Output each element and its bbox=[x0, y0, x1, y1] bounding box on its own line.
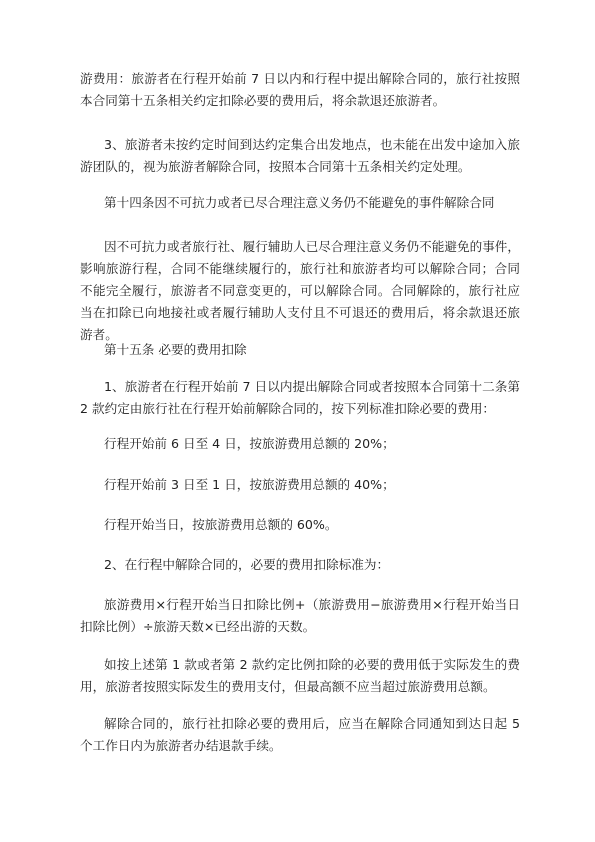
rate-line-40-percent: 行程开始前 3 日至 1 日，按旅游费用总额的 40%； bbox=[104, 477, 395, 492]
paragraph-actual-cost: 如按上述第 1 款或者第 2 款约定比例扣除的必要的费用低于实际发生的费用，旅游者按照实际发生的费用支付，但最高额不应当超过旅游费用总额。 bbox=[80, 657, 520, 694]
paragraph-item-2-during-trip: 2、在行程中解除合同的，必要的费用扣除标准为： bbox=[104, 557, 390, 572]
rate-line-20-percent: 行程开始前 6 日至 4 日，按旅游费用总额的 20%； bbox=[104, 436, 395, 451]
paragraph-item-1-pre-trip: 1、旅游者在行程开始前 7 日以内提出解除合同或者按照本合同第十二条第 2 款约定由旅行社在行程开始前解除合同的，按下列标准扣除必要的费用： bbox=[80, 379, 520, 416]
paragraph-item-3-late-arrival: 3、旅游者未按约定时间到达约定集合出发地点，也未能在出发中途加入旅游团队的，视为旅游者解除合同，按照本合同第十五条相关约定处理。 bbox=[80, 137, 520, 174]
formula-paragraph: 旅游费用×行程开始当日扣除比例+（旅游费用−旅游费用×行程开始当日扣除比例）÷旅游天数×已经出游的天数。 bbox=[80, 597, 520, 634]
paragraph-refund-deadline: 解除合同的，旅行社扣除必要的费用后，应当在解除合同通知到达日起 5 个工作日内为旅游者办结退款手续。 bbox=[80, 716, 520, 753]
article-15-heading: 第十五条 必要的费用扣除 bbox=[104, 342, 247, 357]
article-14-heading: 第十四条因不可抗力或者已尽合理注意义务仍不能避免的事件解除合同 bbox=[104, 195, 495, 210]
rate-line-60-percent: 行程开始当日，按旅游费用总额的 60%。 bbox=[104, 517, 338, 532]
paragraph-force-majeure: 因不可抗力或者旅行社、履行辅助人已尽合理注意义务仍不能避免的事件，影响旅游行程，合同不能继续履行的，旅行社和旅游者均可以解除合同；合同不能完全履行，旅游者不同意变更的，可以解除合同。合同解除的，旅行社应当在扣除已向地接社或者履行辅助人支付且不可退还的费用后，将余款退还旅游者。 bbox=[80, 239, 520, 342]
paragraph-refund-continuation: 游费用：旅游者在行程开始前 7 日以内和行程中提出解除合同的，旅行社按照本合同第十五条相关约定扣除必要的费用后，将余款退还旅游者。 bbox=[80, 71, 520, 108]
